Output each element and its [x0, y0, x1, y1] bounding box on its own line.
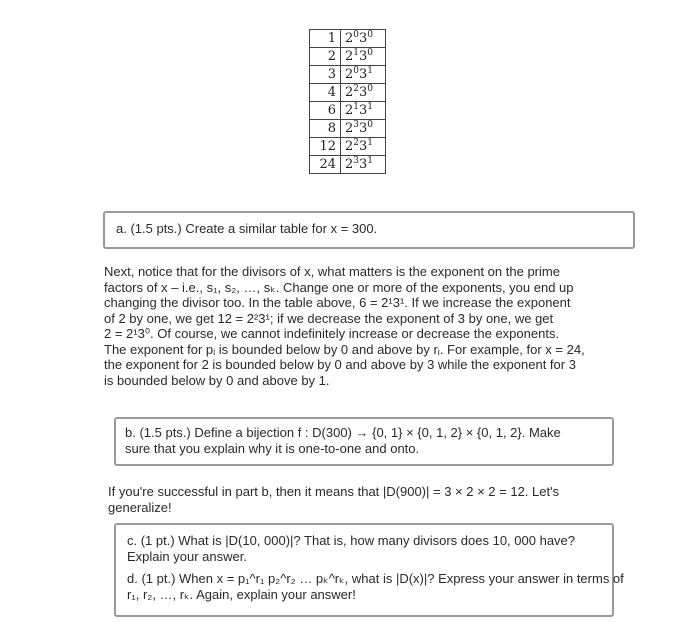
question-a-text: a. (1.5 pts.) Create a similar table for x = 300.	[116, 221, 378, 236]
table-row	[310, 138, 386, 156]
factorization-cell: $2^13^0$	[341, 48, 386, 66]
question-line: d. (1 pt.) When x = p₁^r₁ p₂^r₂ … pₖ^rₖ, what is |D(x)|? Express your answer in terms of	[127, 571, 624, 586]
factorization-cell: $2^23^0$	[341, 84, 386, 102]
table-row	[310, 156, 386, 174]
paragraph-line: the exponent for 2 is bounded below by 0 and above by 3 while the exponent for 3	[104, 357, 576, 372]
question-d-text	[127, 571, 624, 603]
table-row	[310, 30, 386, 48]
paragraph-line: The exponent for pᵢ is bounded below by 0 and above by rᵢ. For example, for x = 24,	[104, 341, 585, 357]
divisor-cell: 6	[310, 102, 341, 120]
paragraph-line: generalize!	[108, 499, 172, 515]
factorization-cell: $2^33^1$	[341, 156, 386, 174]
table-row	[310, 48, 386, 66]
divisor-cell: 12	[310, 138, 341, 156]
question-line: c. (1 pt.) What is |D(10, 000)|? That is, how many divisors does 10, 000 have?	[127, 533, 576, 548]
table-row	[310, 120, 386, 138]
factorization-cell: $2^33^0$	[341, 120, 386, 138]
factorization-cell: $2^03^1$	[341, 66, 386, 84]
table-row	[310, 84, 386, 102]
question-line: sure that you explain why it is one-to-one and onto.	[125, 441, 420, 456]
paragraph-line: 2 = 2¹3⁰. Of course, we cannot indefinitely increase or decrease the exponents.	[104, 326, 560, 341]
question-b-text	[125, 425, 561, 457]
paragraph-line: Next, notice that for the divisors of x, what matters is the exponent on the prime	[104, 264, 560, 279]
divisor-cell: 8	[310, 120, 341, 138]
question-c-text	[127, 533, 575, 565]
paragraph-line: factors of x – i.e., s₁, s₂, …, sₖ. Change one or more of the exponents, you end up	[104, 279, 574, 295]
divisor-cell: 1	[310, 30, 341, 48]
paragraph-line: If you're successful in part b, then it means that |D(900)| = 3 × 2 × 2 = 12. Let's	[108, 484, 560, 499]
divisor-cell: 2	[310, 48, 341, 66]
factorization-cell: $2^03^0$	[341, 30, 386, 48]
question-line: r₁, r₂, …, rₖ. Again, explain your answer!	[127, 587, 356, 602]
divisor-cell: 3	[310, 66, 341, 84]
paragraph-line: changing the divisor too. In the table above, 6 = 2¹3¹. If we increase the exponent	[104, 295, 571, 310]
paragraph-line: is bounded below by 0 and above by 1.	[104, 372, 330, 388]
divisor-cell: 24	[310, 156, 341, 174]
paragraph-generalize	[108, 484, 559, 515]
paragraph-line: of 2 by one, we get 12 = 2²3¹; if we decrease the exponent of 3 by one, we get	[104, 310, 554, 326]
question-line: Explain your answer.	[127, 549, 247, 564]
table-row	[310, 102, 386, 120]
divisor-table	[309, 29, 386, 174]
paragraph-exponents	[104, 264, 585, 388]
factorization-cell: $2^13^1$	[341, 102, 386, 120]
factorization-cell: $2^23^1$	[341, 138, 386, 156]
question-line: b. (1.5 pts.) Define a bijection f : D(300) → {0, 1} × {0, 1, 2} × {0, 1, 2}. Make	[125, 425, 561, 440]
divisor-cell: 4	[310, 84, 341, 102]
table-row	[310, 66, 386, 84]
